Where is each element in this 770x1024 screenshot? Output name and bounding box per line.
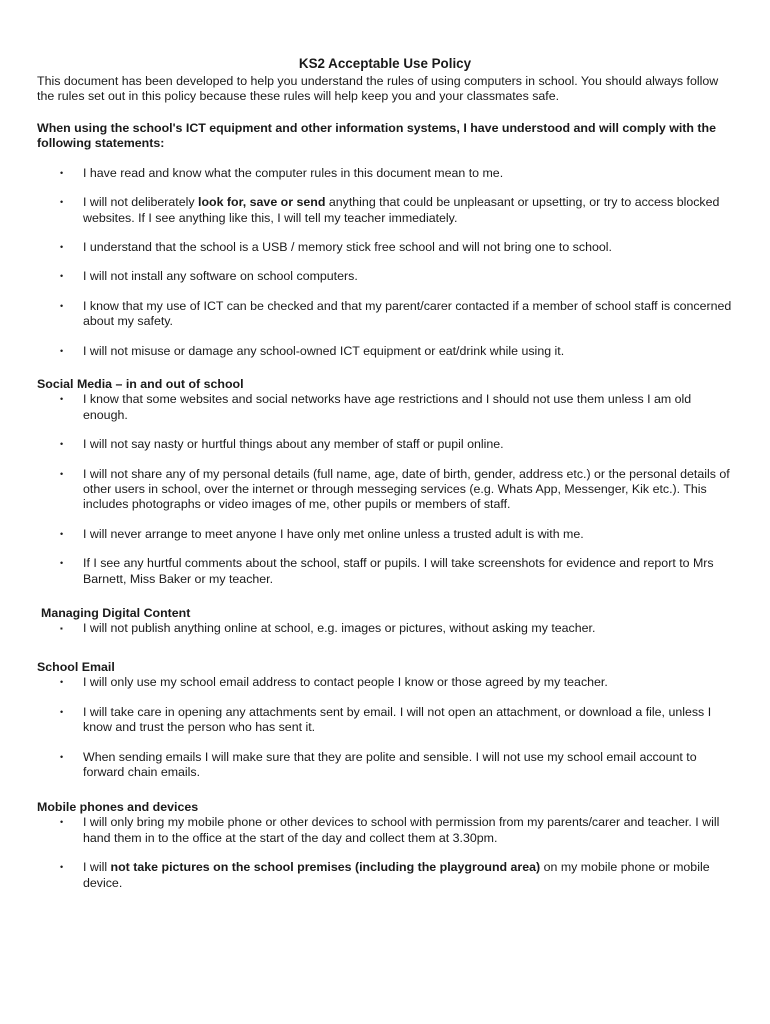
- section-heading: School Email: [37, 660, 115, 674]
- bullet-icon: •: [60, 394, 64, 405]
- list-item-emphasis: not take pictures on the school premises (including the playground area): [110, 860, 541, 875]
- list-item: [37, 344, 737, 359]
- bullet-icon: •: [60, 167, 64, 178]
- list-item: [37, 527, 737, 542]
- list-item-text: I will take care in opening any attachments sent by email. I will not open an attachment, or download a file, unless I know and trust the person who has sent it.: [83, 704, 712, 735]
- list-item-text: I have read and know what the computer rules in this document mean to me.: [83, 165, 504, 180]
- bullet-icon: •: [60, 300, 64, 311]
- section-heading: Social Media – in and out of school: [37, 377, 244, 391]
- bullet-icon: •: [60, 751, 64, 762]
- list-item: [37, 269, 737, 284]
- list-item-text: I will not install any software on school computers.: [83, 269, 358, 284]
- mobile-devices-section: [37, 800, 737, 891]
- social-media-section: [37, 377, 737, 587]
- lead-statement: When using the school's ICT equipment and other information systems, I have understood and will comply with the following statements:: [37, 121, 716, 151]
- general-section: [37, 121, 737, 359]
- list-item-text: I will not say nasty or hurtful things about any member of staff or pupil online.: [83, 437, 504, 452]
- bullet-icon: •: [60, 862, 64, 873]
- list-item-text: I will not misuse or damage any school-owned ICT equipment or eat/drink while using it.: [83, 343, 565, 358]
- social-media-list: [37, 392, 737, 587]
- list-item-text: I will: [83, 860, 111, 875]
- bullet-icon: •: [60, 817, 64, 828]
- bullet-icon: •: [60, 558, 64, 569]
- list-item-text: I will not publish anything online at school, e.g. images or pictures, without asking my teacher.: [83, 621, 596, 636]
- list-item-text: I will not deliberately: [83, 195, 199, 210]
- list-item-text: I will only use my school email address to contact people I know or those agreed by my teacher.: [83, 675, 608, 690]
- list-item: [37, 437, 737, 452]
- bullet-icon: ▪: [60, 624, 63, 634]
- list-item: [37, 750, 737, 781]
- bullet-icon: •: [60, 706, 64, 717]
- list-item: [37, 195, 737, 226]
- bullet-icon: •: [60, 468, 64, 479]
- list-item: [37, 467, 737, 513]
- document-title: KS2 Acceptable Use Policy: [298, 56, 472, 71]
- list-item-text: I know that some websites and social networks have age restrictions and I should not use them unless I am old enough.: [83, 392, 692, 422]
- mobile-devices-list: [37, 815, 737, 891]
- bullet-icon: •: [60, 271, 64, 282]
- bullet-icon: •: [60, 197, 64, 208]
- list-item: [37, 392, 737, 423]
- list-item-text: I will only bring my mobile phone or other devices to school with permission from my parents/carer and teacher. I will hand them in to the office at the start of the day and collect them at 3.30pm.: [83, 815, 720, 845]
- list-item: [37, 556, 737, 587]
- list-item: [37, 815, 737, 846]
- bullet-icon: •: [60, 242, 64, 253]
- list-item: [37, 621, 737, 636]
- bullet-icon: •: [60, 345, 64, 356]
- list-item-emphasis: look for, save or send: [198, 195, 326, 210]
- school-email-list: [37, 675, 737, 780]
- list-item: [37, 860, 737, 891]
- general-list: [37, 166, 737, 359]
- list-item-text: on my mobile phone or mobile device.: [83, 860, 710, 890]
- bullet-icon: •: [60, 439, 64, 450]
- list-item: [37, 299, 737, 330]
- list-item-text: anything that could be unpleasant or upsetting, or try to access blocked websites. If I see anything like this, I will tell my teacher immediately.: [83, 195, 720, 225]
- digital-content-list: [37, 621, 737, 636]
- school-email-section: [37, 660, 737, 780]
- list-item: [37, 166, 737, 181]
- list-item-text: If I see any hurtful comments about the school, staff or pupils. I will take screenshots for evidence and report to Mrs Barnett, Miss Baker or my teacher.: [83, 556, 714, 586]
- bullet-icon: •: [60, 677, 64, 688]
- list-item: [37, 240, 737, 255]
- list-item-text: I will not share any of my personal details (full name, age, date of birth, gender, address etc.) or the personal details of other users in school, over the internet or through messeging services (e.g. Whats App, Messenger, Kik etc.). This includes photographs or video images of me, other pupils or members of staff.: [83, 466, 730, 512]
- list-item: [37, 705, 737, 736]
- intro-paragraph: This document has been developed to help you understand the rules of using computers in school. You should always follow the rules set out in this policy because these rules will help keep you and your classmates safe.: [37, 74, 719, 104]
- list-item-text: I understand that the school is a USB / memory stick free school and will not bring one to school.: [83, 240, 612, 255]
- list-item-text: I know that my use of ICT can be checked and that my parent/carer contacted if a member of school staff is concerned about my safety.: [83, 298, 732, 329]
- section-heading: Mobile phones and devices: [37, 800, 199, 814]
- list-item-text: I will never arrange to meet anyone I have only met online unless a trusted adult is with me.: [83, 526, 584, 541]
- bullet-icon: •: [60, 528, 64, 539]
- list-item-text: When sending emails I will make sure that they are polite and sensible. I will not use my school email account to forward chain emails.: [83, 749, 697, 780]
- section-heading: Managing Digital Content: [41, 606, 191, 620]
- digital-content-section: [37, 606, 737, 637]
- list-item: [37, 675, 737, 690]
